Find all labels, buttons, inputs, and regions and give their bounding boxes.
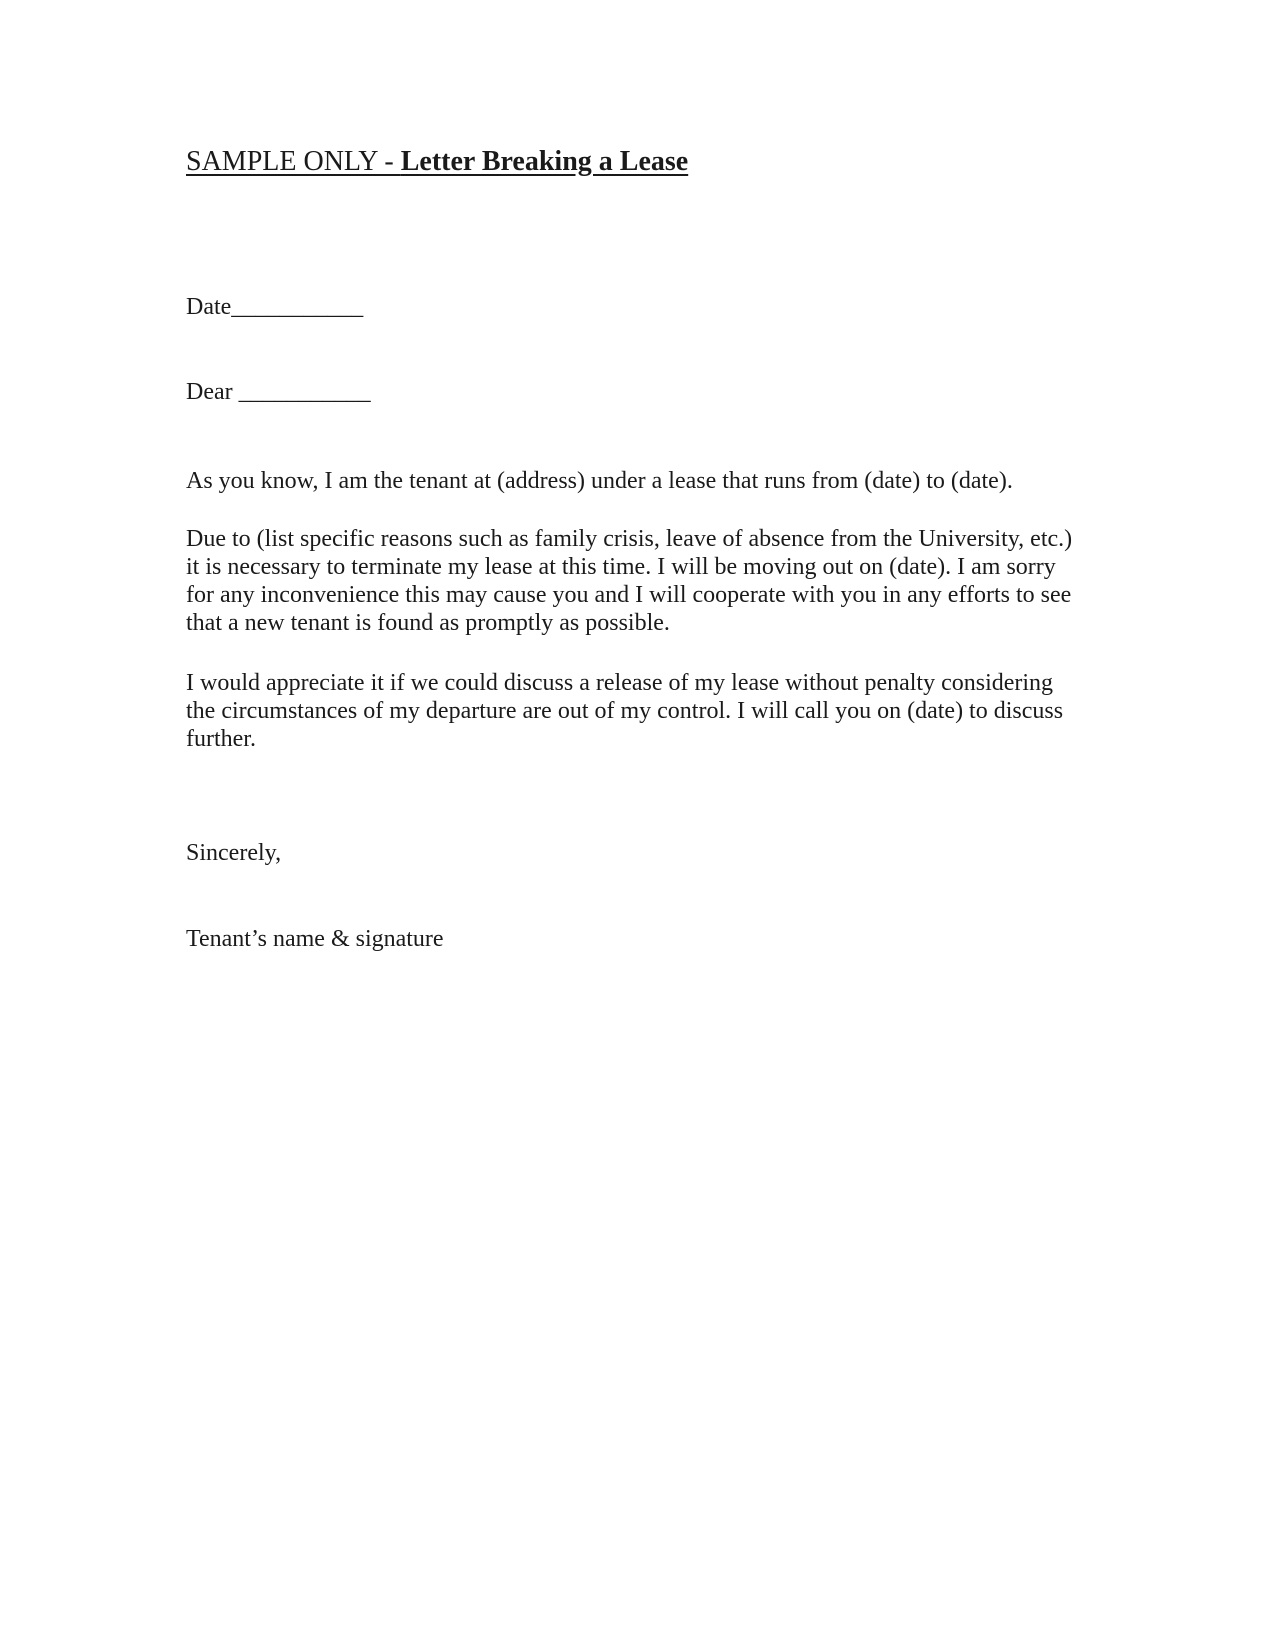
paragraph-reasons: Due to (list specific reasons such as family crisis, leave of absence from the University, etc.) it is necessary to terminate my lease at this time. I will be moving out on (date). I am sorry for any inconvenience this may cause you and I will cooperate with you in any efforts to see that a new tenant is found as promptly as possible. xyxy=(186,526,1073,636)
date-line: Date___________ xyxy=(186,294,364,320)
letter-title xyxy=(186,145,1086,179)
salutation-line: Dear ___________ xyxy=(186,379,371,405)
title-main: Letter Breaking a Lease xyxy=(400,146,689,177)
title-prefix: SAMPLE ONLY - xyxy=(186,146,401,177)
paragraph-tenancy: As you know, I am the tenant at (address) under a lease that runs from (date) to (date). xyxy=(186,468,1013,494)
paragraph-release-request: I would appreciate it if we could discuss a release of my lease without penalty considering the circumstances of my departure are out of my control. I will call you on (date) to discuss further. xyxy=(186,670,1064,752)
signature-line: Tenant’s name & signature xyxy=(186,926,444,952)
closing: Sincerely, xyxy=(186,840,282,866)
letter-content xyxy=(186,145,1086,952)
